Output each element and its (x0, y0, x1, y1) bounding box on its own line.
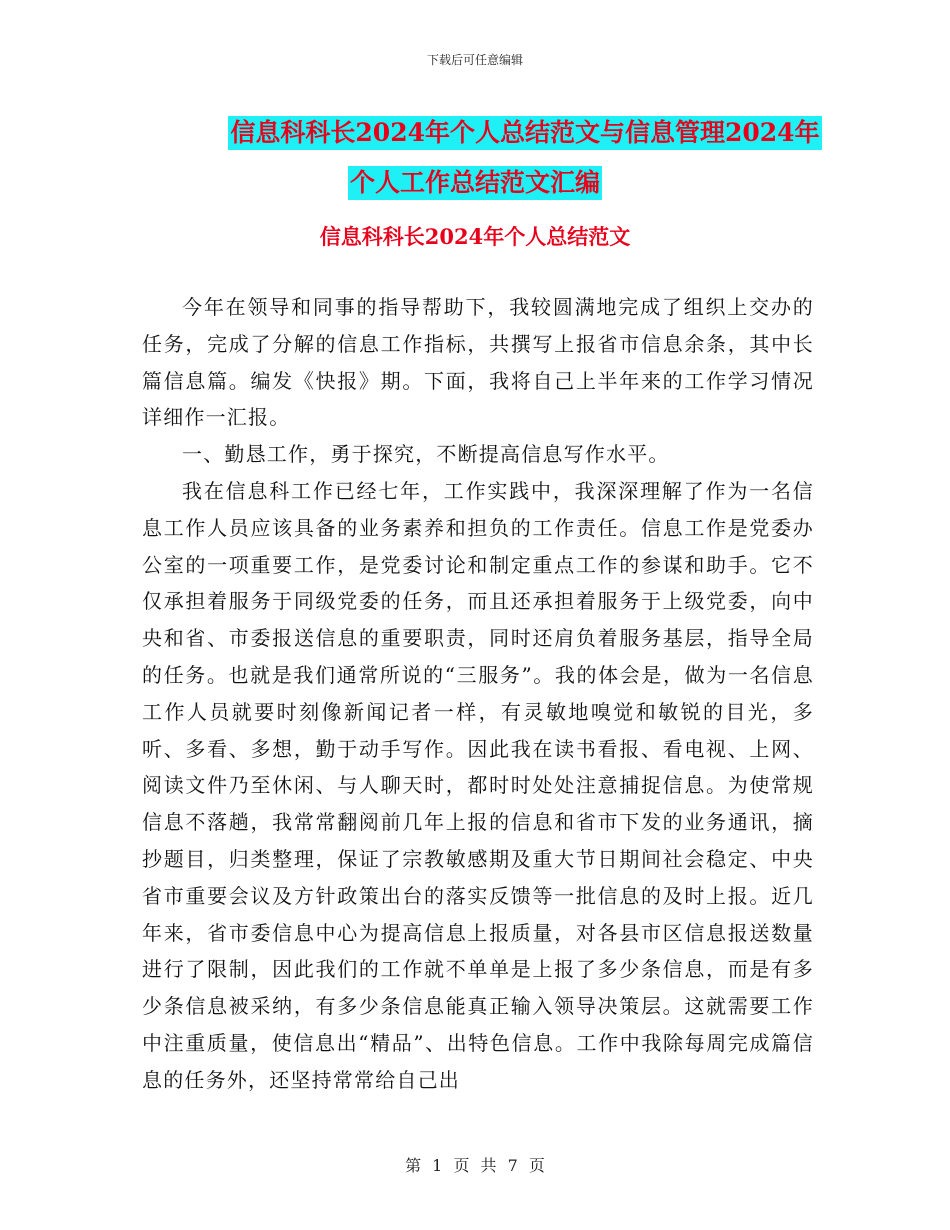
document-title (0, 108, 950, 208)
document-title-line-1: 信息科科长2024年个人总结范文与信息管理2024年 (228, 116, 821, 150)
paragraph-heading-1: 一、勤恳工作，勇于探究，不断提高信息写作水平。 (182, 442, 670, 467)
header-note: 下载后可任意编辑 (426, 53, 523, 67)
paragraph-intro: 今年在领导和同事的指导帮助下，我较圆满地完成了组织上交办的任务，完成了分解的信息工作指标，共撰写上报省市信息余条，其中长篇信息篇。编发《快报》期。下面，我将自己上半年来的工作学习情况详细作一汇报。 (142, 295, 814, 430)
page-number: 第 1 页 共 7 页 (405, 1156, 545, 1175)
section-title: 信息科科长2024年个人总结范文 (319, 224, 631, 249)
paragraph-body: 我在信息科工作已经七年，工作实践中，我深深理解了作为一名信息工作人员应该具备的业务素养和担负的工作责任。信息工作是党委办公室的一项重要工作，是党委讨论和制定重点工作的参谋和助手。它不仅承担着服务于同级党委的任务，而且还承担着服务于上级党委，向中央和省、市委报送信息的重要职责，同时还肩负着服务基层，指导全局的任务。也就是我们通常所说的“三服务”。我的体会是，做为一名信息工作人员就要时刻像新闻记者一样，有灵敏地嗅觉和敏锐的目光，多听、多看、多想，勤于动手写作。因此我在读书看报、看电视、上网、阅读文件乃至休闲、与人聊天时，都时时处处注意捕捉信息。为使常规信息不落趟，我常常翻阅前几年上报的信息和省市下发的业务通讯，摘抄题目，归类整理，保证了宗教敏感期及重大节日期间社会稳定、中央省市重要会议及方针政策出台的落实反馈等一批信息的及时上报。近几年来，省市委信息中心为提高信息上报质量，对各县市区信息报送数量进行了限制，因此我们的工作就不单单是上报了多少条信息，而是有多少条信息被采纳，有多少条信息能真正输入领导决策层。这就需要工作中注重质量，使信息出“精品”、出特色信息。工作中我除每周完成篇信息的任务外，还坚持常常给自己出 (142, 478, 814, 1092)
document-title-line-2: 个人工作总结范文汇编 (348, 166, 602, 200)
body-text (142, 289, 814, 1099)
